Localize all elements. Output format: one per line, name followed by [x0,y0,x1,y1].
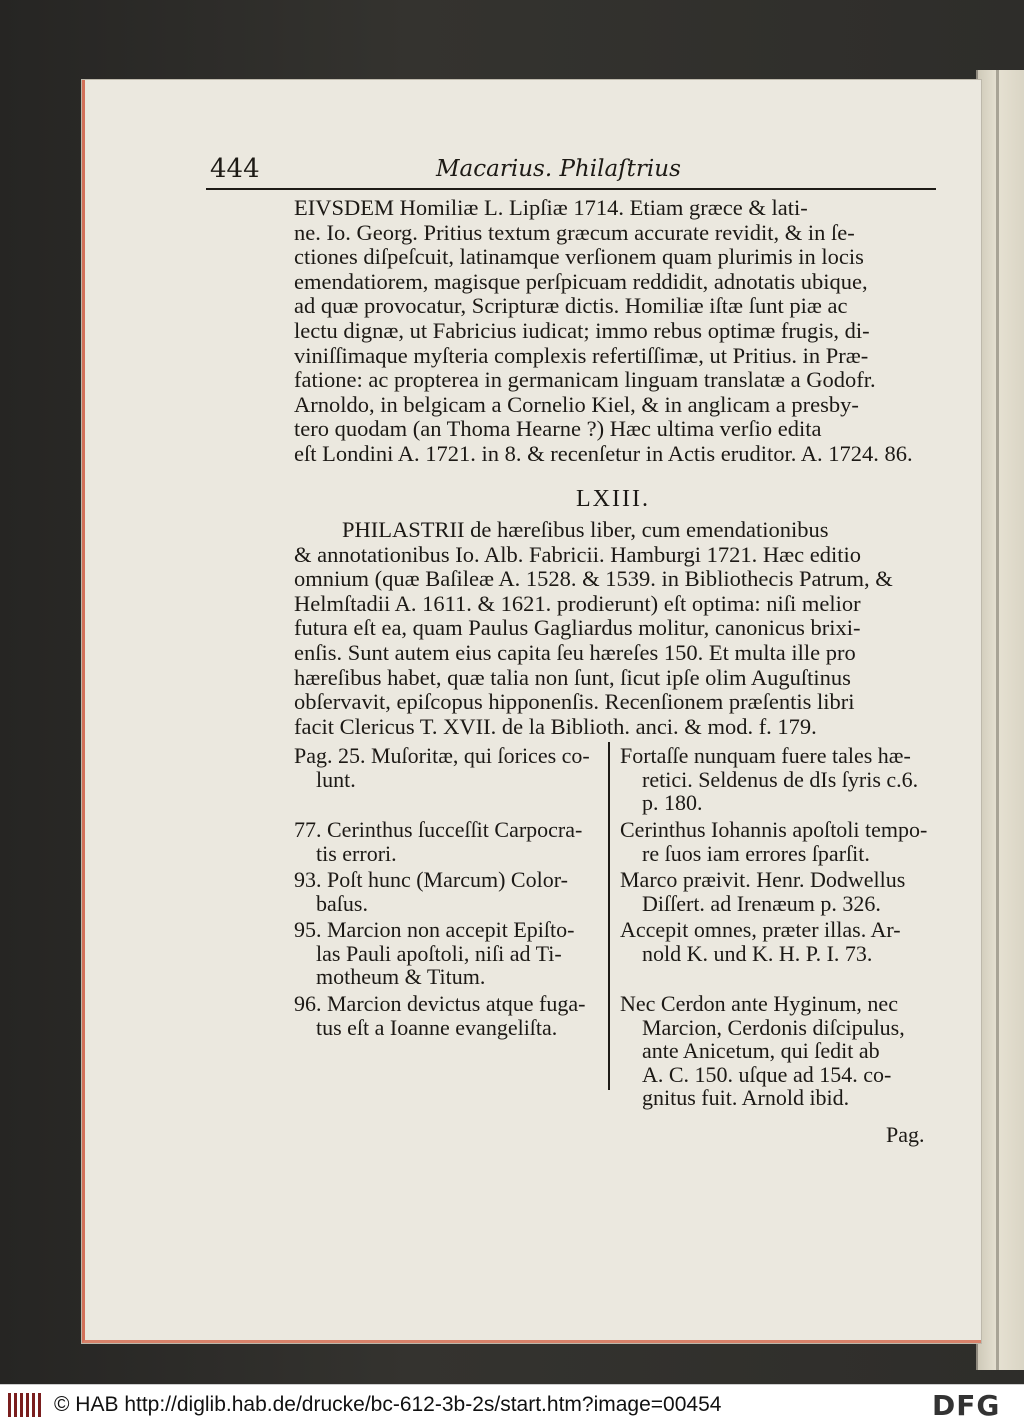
text-line: tero quodam (an Thoma Hearne ?) Hæc ultima verſio edita [294,416,822,442]
text-line: omnium (quæ Baſileæ A. 1528. & 1539. in Bibliothecis Patrum, & [294,566,893,592]
note-line: Cerinthus Iohannis apoſtoli tempo- [620,817,928,842]
note-right-77 [620,818,936,865]
book-page-edges [976,70,1024,1370]
note-line: Pag. 25. Muſoritæ, qui ſorices co- [294,743,590,768]
note-line: ante Anicetum, qui ſedit ab [642,1038,880,1063]
note-line: retici. Seldenus de dIs ſyris c.6. [642,766,919,792]
note-line: Accepit omnes, præter illas. Ar- [620,917,901,942]
note-line: motheum & Titum. [316,964,486,989]
text-line: obſervavit, epiſcopus hipponenſis. Recenſionem præſentis libri [294,689,855,715]
note-line: Marcion, Cerdonis diſcipulus, [642,1014,905,1040]
text-line: viniſſimaque myſteria complexis refertiſſimæ, ut Pritius. in Præ- [294,342,869,368]
page-number: 444 [210,154,260,184]
text-line: facit Clericus T. XVII. de la Biblioth. anci. & mod. f. 179. [294,713,817,739]
note-line: 93. Poſt hunc (Marcum) Color- [294,867,568,892]
note-line: A. C. 150. uſque ad 154. co- [642,1061,892,1087]
text-line: EIVSDEM Homiliæ L. Lipſiæ 1714. Etiam græce & lati- [294,195,808,220]
text-line: & annotationibus Io. Alb. Fabricii. Hamburgi 1721. Hæc editio [294,541,862,567]
running-title: Macarius. Philaſtrius [436,156,681,182]
note-line: las Pauli apoſtoli, niſi ad Ti- [316,940,562,966]
note-left-93 [294,868,606,915]
text-line: enſis. Sunt autem eius capita ſeu hæreſes 150. Et multa ille pro [294,639,856,665]
note-line: re ſuos iam errores ſparſit. [642,840,870,866]
note-left-96 [294,992,606,1039]
dfg-logo: DFG [932,1389,1001,1422]
text-line: ne. Io. Georg. Pritius textum græcum accurate revidit, & in ſe- [294,219,855,245]
note-line: Nec Cerdon ante Hyginum, nec [620,991,898,1016]
note-line: tis errori. [316,840,397,866]
paragraph-eiusdem [294,196,934,467]
note-right-93 [620,868,936,915]
note-line: baſus. [316,890,368,916]
text-line: emendatiorem, magisque perſpicuam reddidit, adnotatis ubique, [294,268,868,294]
text-line: Arnoldo, in belgicam a Cornelio Kiel, & in anglicam a presby- [294,391,859,417]
text-line: hæreſibus habet, quæ talia non ſunt, ſicut ipſe olim Auguſtinus [294,664,851,690]
note-right-96 [620,992,936,1110]
note-line: 95. Marcion non accepit Epiſto- [294,917,575,942]
text-line: eſt Londini A. 1721. in 8. & recenſetur in Actis eruditor. A. 1724. 86. [294,440,913,466]
note-left-95 [294,918,606,989]
text-line: ctiones diſpeſcuit, latinamque verſionem quam plurimis in locis [294,244,864,270]
section-heading: LXIII. [576,486,650,512]
note-line: p. 180. [642,790,703,815]
note-right-95 [620,918,936,965]
text-line: fatione: ac propterea in germanicam linguam translatæ a Godofr. [294,367,876,393]
column-divider [608,742,610,1090]
note-line: gnitus fuit. Arnold ibid. [642,1085,850,1110]
note-line: Fortaſſe nunquam fuere tales hæ- [620,743,911,768]
note-line: Diſſert. ad Irenæum p. 326. [642,890,881,916]
note-line: lunt. [316,766,356,792]
hab-barcode-icon [6,1391,44,1419]
viewer-footer [0,1384,1024,1425]
note-line: 96. Marcion devictus atque fuga- [294,991,586,1016]
note-line: Marco præivit. Henr. Dodwellus [620,867,906,892]
text-line: futura eſt ea, quam Paulus Gagliardus molitur, canonicus brixi- [294,615,861,641]
note-line: 77. Cerinthus ſucceſſit Carpocra- [294,817,583,842]
note-line: nold K. und K. H. P. I. 73. [642,940,873,966]
text-line: lectu dignæ, ut Fabricius iudicat; immo rebus optimæ frugis, di- [294,317,870,343]
page-header [206,150,936,190]
text-line: ad quæ provocatur, Scripturæ dictis. Homiliæ iſtæ ſunt piæ ac [294,293,848,319]
source-credit[interactable]: © HAB http://diglib.hab.de/drucke/bc-612-3b-2s/start.htm?image=00454 [54,1393,722,1416]
paragraph-philastrii [294,518,934,739]
note-left-77 [294,818,606,865]
note-right-25 [620,744,936,815]
note-left-25 [294,744,606,791]
note-line: tus eſt a Ioanne evangeliſta. [316,1014,558,1040]
text-line: PHILASTRII de hæreſibus liber, cum emendationibus [342,517,829,542]
catchword: Pag. [886,1122,925,1147]
text-line: Helmſtadii A. 1611. & 1621. prodierunt) eſt optima: niſi melior [294,590,861,616]
